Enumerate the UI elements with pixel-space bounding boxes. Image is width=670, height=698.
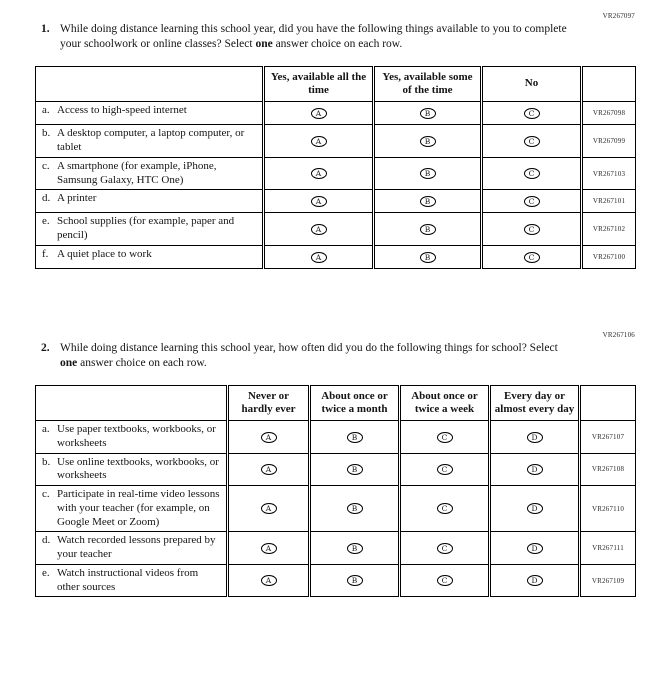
answer-bubble-c[interactable]: C: [437, 432, 453, 443]
row-code: VR267111: [580, 532, 636, 565]
row-text: Use online textbooks, workbooks, or worksheets: [57, 455, 219, 482]
row-label: f.: [42, 247, 49, 260]
question-code: VR267106: [602, 330, 635, 339]
row-code: VR267107: [580, 421, 636, 454]
answer-bubble-a[interactable]: A: [261, 464, 277, 475]
q2-code-header: [580, 385, 636, 420]
answer-bubble-c[interactable]: C: [524, 252, 540, 263]
answer-bubble-b[interactable]: B: [420, 136, 436, 147]
prompt-post: answer choice on each row.: [80, 356, 207, 369]
answer-bubble-a[interactable]: A: [261, 432, 277, 443]
answer-bubble-a[interactable]: A: [311, 108, 327, 119]
row-text: Watch instructional videos from other sources: [57, 566, 199, 593]
answer-bubble-c[interactable]: C: [524, 196, 540, 207]
question-2: [35, 331, 635, 598]
answer-bubble-c[interactable]: C: [524, 224, 540, 235]
row-label: a.: [42, 104, 50, 117]
q1-col-header-3: No: [482, 66, 582, 101]
answer-bubble-d[interactable]: D: [527, 432, 543, 443]
answer-bubble-d[interactable]: D: [527, 575, 543, 586]
row-text: School supplies (for example, paper and pencil): [57, 215, 235, 241]
q2-answer-table: [35, 385, 636, 598]
table-row: [36, 157, 636, 190]
question-code: VR267097: [602, 12, 635, 20]
row-code: VR267101: [582, 190, 636, 213]
answer-bubble-a[interactable]: A: [261, 543, 277, 554]
question-text: [60, 341, 572, 371]
row-code: VR267100: [582, 245, 636, 268]
prompt-pre: While doing distance learning this school year, how often did you do the following things for school? Select: [60, 341, 558, 354]
row-text: A quiet place to work: [57, 247, 152, 260]
row-code: VR267109: [580, 564, 636, 597]
row-text: A desktop computer, a laptop computer, or tablet: [57, 127, 245, 153]
answer-bubble-c[interactable]: C: [437, 503, 453, 514]
row-text: Use paper textbooks, workbooks, or worksheets: [57, 423, 216, 449]
question-text: [60, 22, 572, 52]
row-text: A smartphone (for example, iPhone, Samsung Galaxy, HTC One): [57, 159, 217, 186]
row-text: Access to high-speed internet: [57, 104, 187, 117]
answer-bubble-c[interactable]: C: [437, 543, 453, 554]
table-row: [36, 245, 636, 268]
prompt-pre: While doing distance learning this school year, did you have the following things available to you to complete your schoolwork or online classes? Select: [60, 23, 567, 50]
answer-bubble-a[interactable]: A: [311, 168, 327, 179]
answer-bubble-a[interactable]: A: [311, 224, 327, 235]
answer-bubble-b[interactable]: B: [347, 432, 363, 443]
question-prompt: [35, 341, 635, 371]
answer-bubble-b[interactable]: B: [420, 252, 436, 263]
answer-bubble-b[interactable]: B: [420, 224, 436, 235]
table-row: [36, 453, 636, 486]
answer-bubble-c[interactable]: C: [524, 108, 540, 119]
answer-bubble-b[interactable]: B: [347, 543, 363, 554]
row-label: c.: [42, 159, 50, 172]
question-number: 1.: [41, 23, 50, 35]
row-code: VR267110: [580, 486, 636, 532]
q1-col-header-2: Yes, available some of the time: [374, 66, 482, 101]
q1-stub-header: [36, 66, 264, 101]
row-code: VR267099: [582, 125, 636, 158]
answer-bubble-b[interactable]: B: [420, 108, 436, 119]
q2-col-header-3: About once or twice a week: [400, 385, 490, 420]
answer-bubble-b[interactable]: B: [347, 464, 363, 475]
row-label: c.: [42, 488, 50, 500]
row-label: a.: [42, 423, 50, 435]
answer-bubble-a[interactable]: A: [311, 196, 327, 207]
row-code: VR267102: [582, 213, 636, 246]
row-label: e.: [42, 215, 50, 228]
q2-col-header-1: Never or hardly ever: [228, 385, 310, 420]
answer-bubble-b[interactable]: B: [347, 503, 363, 514]
row-label: b.: [42, 455, 51, 468]
question-prompt: [35, 22, 635, 52]
answer-bubble-d[interactable]: D: [527, 503, 543, 514]
question-1: [35, 12, 635, 269]
row-text: Watch recorded lessons prepared by your teacher: [57, 534, 216, 560]
answer-bubble-c[interactable]: C: [524, 168, 540, 179]
row-label: d.: [42, 192, 51, 205]
row-text: Participate in real-time video lessons with your teacher (for example, on Google Meet or Zoom): [57, 488, 220, 528]
row-code: VR267108: [580, 453, 636, 486]
answer-bubble-d[interactable]: D: [527, 464, 543, 475]
prompt-post: answer choice on each row.: [275, 37, 403, 50]
table-row: [36, 486, 636, 532]
q2-col-header-2: About once or twice a month: [310, 385, 400, 420]
answer-bubble-c[interactable]: C: [524, 136, 540, 147]
answer-bubble-a[interactable]: A: [311, 136, 327, 147]
answer-bubble-b[interactable]: B: [420, 196, 436, 207]
q1-answer-table: [35, 66, 636, 269]
table-row: [36, 532, 636, 565]
prompt-bold-word: one: [255, 37, 273, 50]
table-row: [36, 213, 636, 246]
table-row: [36, 125, 636, 158]
answer-bubble-d[interactable]: D: [527, 543, 543, 554]
table-row: [36, 102, 636, 125]
row-label: e.: [42, 566, 50, 579]
q2-header-row: [36, 385, 636, 420]
question-number: 2.: [41, 341, 50, 354]
row-label: b.: [42, 127, 51, 140]
q1-code-header: [582, 66, 636, 101]
row-code: VR267103: [582, 157, 636, 190]
row-code: VR267098: [582, 102, 636, 125]
answer-bubble-c[interactable]: C: [437, 464, 453, 475]
row-text: A printer: [57, 192, 97, 205]
table-row: [36, 421, 636, 454]
prompt-bold-word: one: [60, 356, 78, 369]
q1-col-header-1: Yes, available all the time: [264, 66, 374, 101]
answer-bubble-b[interactable]: B: [420, 168, 436, 179]
q1-header-row: [36, 66, 636, 101]
table-row: [36, 190, 636, 213]
answer-bubble-a[interactable]: A: [261, 575, 277, 586]
q2-col-header-4: Every day or almost every day: [490, 385, 580, 420]
answer-bubble-a[interactable]: A: [311, 252, 327, 263]
answer-bubble-b[interactable]: B: [347, 575, 363, 586]
answer-bubble-a[interactable]: A: [261, 503, 277, 514]
answer-bubble-c[interactable]: C: [437, 575, 453, 586]
table-row: [36, 564, 636, 597]
row-label: d.: [42, 534, 51, 547]
q2-stub-header: [36, 385, 228, 420]
